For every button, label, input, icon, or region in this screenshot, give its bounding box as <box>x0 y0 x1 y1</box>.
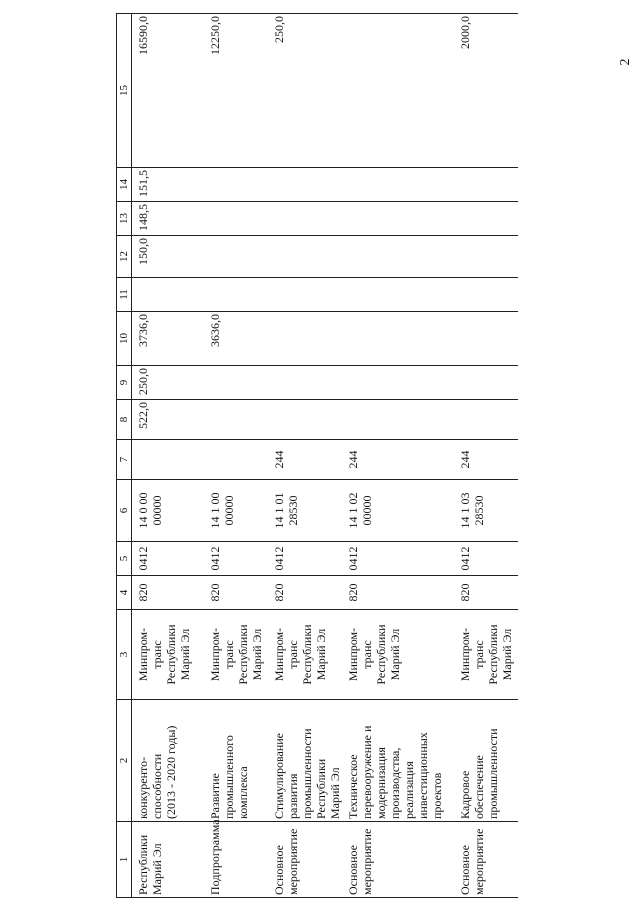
table-row <box>268 14 342 898</box>
vr-cell: 244 <box>268 440 342 480</box>
value-cell <box>342 312 454 366</box>
value-cell <box>342 278 454 312</box>
column-header: 1 <box>117 822 132 898</box>
vr-cell: 244 <box>454 440 518 480</box>
status-cell: Республики Марий Эл <box>132 822 205 898</box>
executor-cell: Минпром- транс Республики Марий Эл <box>454 610 518 700</box>
column-header: 5 <box>117 542 132 576</box>
value-cell <box>268 366 342 400</box>
header-row <box>117 14 132 898</box>
value-cell <box>268 400 342 440</box>
vr-cell <box>204 440 268 480</box>
grbs-cell: 820 <box>342 576 454 610</box>
value-cell <box>204 366 268 400</box>
value-cell <box>342 202 454 236</box>
column-header: 14 <box>117 168 132 202</box>
column-header: 3 <box>117 610 132 700</box>
name-cell: Стимулирование развития промышленности Республики Марий Эл <box>268 700 342 822</box>
value-cell <box>204 236 268 278</box>
grbs-cell: 820 <box>204 576 268 610</box>
rzpr-cell: 0412 <box>268 542 342 576</box>
value-cell <box>268 312 342 366</box>
status-cell: Подпрограмма <box>204 822 268 898</box>
column-header: 7 <box>117 440 132 480</box>
grbs-cell: 820 <box>268 576 342 610</box>
column-header: 15 <box>117 14 132 168</box>
column-header: 2 <box>117 700 132 822</box>
value-cell <box>268 278 342 312</box>
column-header: 9 <box>117 366 132 400</box>
csr-cell: 14 1 01 28530 <box>268 480 342 542</box>
value-cell: 2000,0 <box>454 14 518 168</box>
value-cell <box>454 366 518 400</box>
value-cell: 150,0 <box>132 236 205 278</box>
value-cell <box>204 278 268 312</box>
value-cell <box>342 168 454 202</box>
value-cell: 12250,0 <box>204 14 268 168</box>
csr-cell: 14 0 00 00000 <box>132 480 205 542</box>
value-cell: 151,5 <box>132 168 205 202</box>
executor-cell: Минпром- транс Республики Марий Эл <box>268 610 342 700</box>
page-number: 2 <box>618 58 633 66</box>
value-cell <box>268 202 342 236</box>
vr-cell: 244 <box>342 440 454 480</box>
rzpr-cell: 0412 <box>204 542 268 576</box>
value-cell <box>454 236 518 278</box>
value-cell <box>342 400 454 440</box>
vr-cell <box>132 440 205 480</box>
table-row <box>204 14 268 898</box>
value-cell: 250,0 <box>268 14 342 168</box>
csr-cell: 14 1 03 28530 <box>454 480 518 542</box>
value-cell: 148,5 <box>132 202 205 236</box>
value-cell <box>342 236 454 278</box>
status-cell: Основное мероприятие <box>342 822 454 898</box>
rzpr-cell: 0412 <box>342 542 454 576</box>
value-cell: 16590,0 <box>132 14 205 168</box>
value-cell <box>268 168 342 202</box>
table-row <box>342 14 454 898</box>
column-header: 4 <box>117 576 132 610</box>
name-cell: Техническое перевооружение и модернизация производства, реализация инвестиционных проектов <box>342 700 454 822</box>
executor-cell: Минпром- транс Республики Марий Эл <box>342 610 454 700</box>
value-cell <box>204 202 268 236</box>
value-cell: 3736,0 <box>132 312 205 366</box>
table-row <box>132 14 205 898</box>
value-cell <box>454 312 518 366</box>
column-header: 8 <box>117 400 132 440</box>
executor-cell: Минпром- транс Республики Марий Эл <box>204 610 268 700</box>
name-cell: Кадровое обеспечение промышленности <box>454 700 518 822</box>
value-cell <box>454 278 518 312</box>
executor-cell: Минпром- транс Республики Марий Эл <box>132 610 205 700</box>
grbs-cell: 820 <box>132 576 205 610</box>
name-cell: Развитие промышленного комплекса <box>204 700 268 822</box>
csr-cell: 14 1 00 00000 <box>204 480 268 542</box>
status-cell: Основное мероприятие <box>454 822 518 898</box>
value-cell <box>454 400 518 440</box>
value-cell <box>132 278 205 312</box>
column-header: 13 <box>117 202 132 236</box>
column-header: 10 <box>117 312 132 366</box>
value-cell <box>204 168 268 202</box>
column-header: 12 <box>117 236 132 278</box>
table-row <box>454 14 518 898</box>
value-cell <box>204 400 268 440</box>
value-cell <box>454 202 518 236</box>
value-cell: 522,0 <box>132 400 205 440</box>
column-header: 11 <box>117 278 132 312</box>
value-cell <box>342 366 454 400</box>
column-header: 6 <box>117 480 132 542</box>
grbs-cell: 820 <box>454 576 518 610</box>
value-cell <box>268 236 342 278</box>
value-cell: 250,0 <box>132 366 205 400</box>
value-cell <box>342 14 454 168</box>
rzpr-cell: 0412 <box>454 542 518 576</box>
value-cell: 3636,0 <box>204 312 268 366</box>
name-cell: конкуренто- способности (2013 - 2020 годы) <box>132 700 205 822</box>
value-cell <box>454 168 518 202</box>
funding-table <box>116 13 518 898</box>
rotated-table-container <box>116 0 536 898</box>
rzpr-cell: 0412 <box>132 542 205 576</box>
csr-cell: 14 1 02 00000 <box>342 480 454 542</box>
status-cell: Основное мероприятие <box>268 822 342 898</box>
